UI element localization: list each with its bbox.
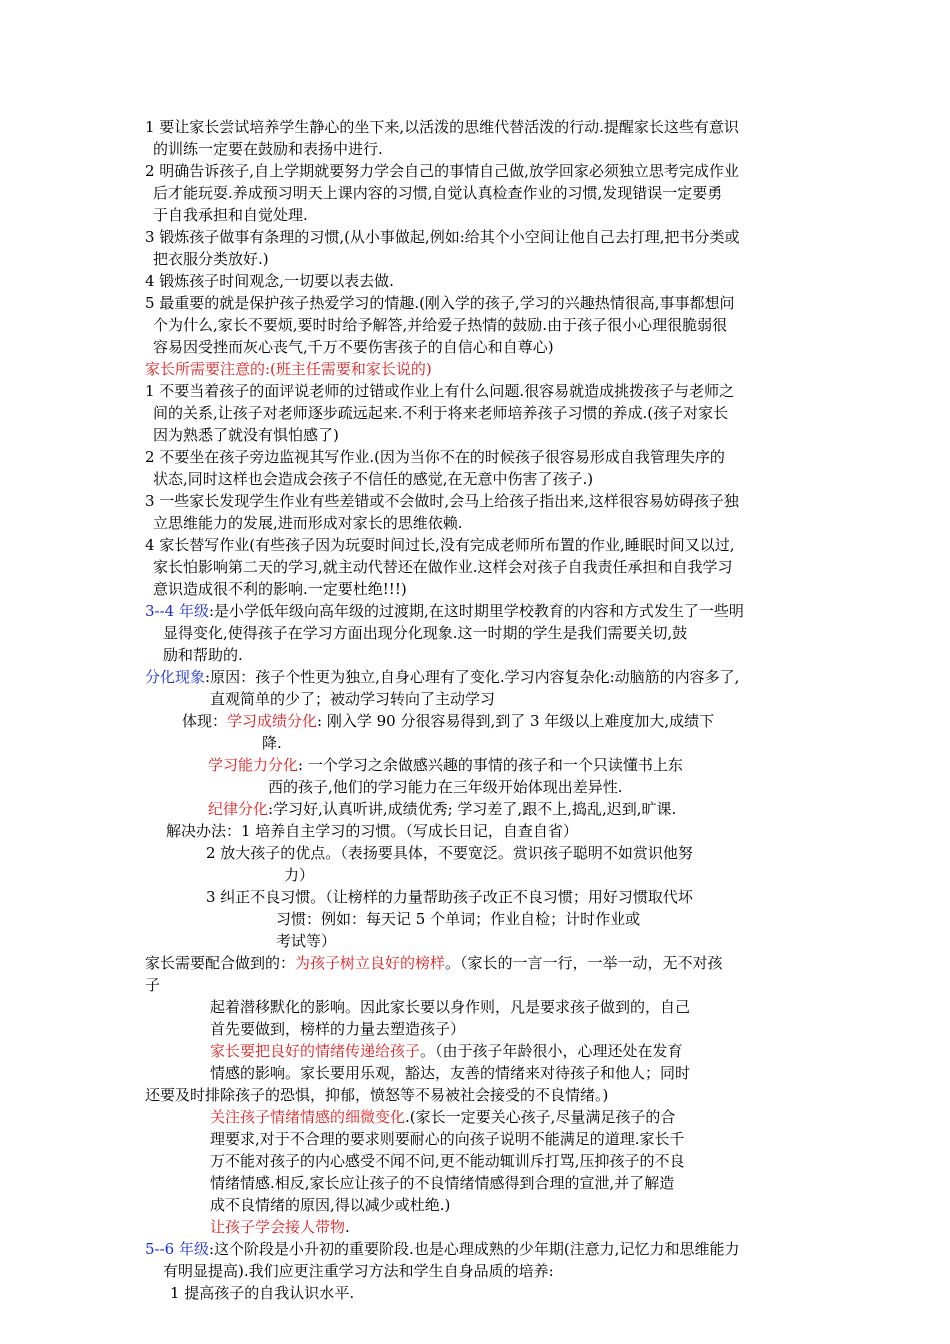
- text-line: 励和帮助的.: [163, 646, 243, 664]
- text-line: 4 锻炼孩子时间观念,一切要以表去做.: [145, 272, 394, 290]
- text-line: 3 一些家长发现学生作业有些差错或不会做时,会马上给孩子指出来,这样很容易妨碍孩子独: [145, 492, 739, 510]
- text-line: 2 不要坐在孩子旁边监视其写作业.(因为当你不在的时候孩子很容易形成自我管理失序的: [145, 448, 725, 466]
- text-line: 后才能玩耍.养成预习明天上课内容的习惯,自觉认真检查作业的习惯,发现错误一定要勇: [153, 184, 723, 202]
- text-line: 成不良情绪的原因,得以减少或杜绝.): [210, 1196, 451, 1214]
- highlight-text: 纪律分化: [208, 800, 269, 818]
- text-span: :学习好,认真听讲,成绩优秀; 学习差了,跟不上,捣乱,迟到,旷课.: [268, 800, 677, 818]
- section-heading: 家长所需要注意的:(班主任需要和家长说的): [145, 360, 432, 378]
- text-span: :这个阶段是小升初的重要阶段.也是心理成熟的少年期(注意力,记忆力和思维能力: [209, 1240, 740, 1258]
- text-line: [208, 754, 683, 776]
- text-line: [210, 1040, 683, 1062]
- text-line: 4 家长替写作业(有些孩子因为玩耍时间过长,没有完成老师所布置的作业,睡眠时间又以过,: [145, 536, 735, 554]
- highlight-text: 关注孩子情绪情感的细微变化: [210, 1108, 406, 1126]
- text-span: 体现：: [182, 712, 228, 730]
- text-line: 直观简单的少了；被动学习转向了主动学习: [210, 690, 496, 708]
- text-line: 习惯：例如：每天记 5 个单词；作业自检；计时作业或: [276, 910, 641, 928]
- text-line: [145, 600, 744, 622]
- highlight-text: 让孩子学会接人带物: [210, 1218, 346, 1236]
- text-line: 状态,同时这样也会造成会孩子不信任的感觉,在无意中伤害了孩子.): [153, 470, 594, 488]
- text-line: 3 纠正不良习惯。（让榜样的力量帮助孩子改正不良习惯；用好习惯取代坏: [206, 888, 693, 906]
- text-span: 。（由于孩子年龄很小，心理还处在发育: [420, 1042, 683, 1060]
- text-span: : 刚入学 90 分很容易得到,到了 3 年级以上难度加大,成绩下: [317, 712, 715, 730]
- highlight-text: 家长要把良好的情绪传递给孩子: [210, 1042, 421, 1060]
- text-line: 有明显提高).我们应更注重学习方法和学生自身品质的培养:: [163, 1262, 554, 1280]
- topic-heading: 分化现象: [145, 668, 206, 686]
- text-line: 理要求,对于不合理的要求则要耐心的向孩子说明不能满足的道理.家长千: [210, 1130, 685, 1148]
- text-line: [210, 1106, 675, 1128]
- text-line: 的训练一定要在鼓励和表扬中进行.: [153, 140, 383, 158]
- text-line: 西的孩子,他们的学习能力在三年级开始体现出差异性.: [268, 778, 623, 796]
- grade-heading: 3--4 年级: [145, 602, 209, 620]
- text-span: :是小学低年级向高年级的过渡期,在这时期里学校教育的内容和方式发生了一些明: [209, 602, 744, 620]
- text-line: 2 明确告诉孩子,自上学期就要努力学会自己的事情自己做,放学回家必须独立思考完成作业: [145, 162, 739, 180]
- text-line: 显得变化,使得孩子在学习方面出现分化现象.这一时期的学生是我们需要关切,鼓: [163, 624, 688, 642]
- text-line: 万不能对孩子的内心感受不闻不问,更不能动辄训斥打骂,压抑孩子的不良: [210, 1152, 685, 1170]
- text-line: [210, 1216, 350, 1238]
- text-line: 把衣服分类放好.): [153, 250, 269, 268]
- text-line: 力）: [284, 866, 315, 884]
- text-line: 考试等）: [276, 932, 337, 950]
- text-span: : 一个学习之余做感兴趣的事情的孩子和一个只读懂书上东: [298, 756, 683, 774]
- text-line: 个为什么,家长不要烦,要时时给予解答,并给爱子热情的鼓励.由于孩子很小心理很脆弱很: [153, 316, 728, 334]
- text-line: 3 锻炼孩子做事有条理的习惯,(从小事做起,例如:给其个小空间让他自己去打理,把书分类或: [145, 228, 740, 246]
- text-span: 。（家长的一言一行，一举一动，无不对孩: [445, 954, 723, 972]
- text-line: 解决办法：1 培养自主学习的习惯。（写成长日记，自查自省）: [166, 822, 578, 840]
- text-line: 子: [145, 976, 161, 994]
- text-line: 情绪情感.相反,家长应让孩子的不良情绪情感得到合理的宣泄,并了解造: [210, 1174, 675, 1192]
- text-line: [208, 798, 676, 820]
- text-line: 家长怕影响第二天的学习,就主动代替还在做作业.这样会对孩子自我责任承担和自我学习: [153, 558, 733, 576]
- text-line: [145, 666, 739, 688]
- grade-heading: 5--6 年级: [145, 1240, 209, 1258]
- highlight-text: 学习成绩分化: [227, 712, 318, 730]
- text-line: 容易因受挫而灰心丧气,千万不要伤害孩子的自信心和自尊心): [153, 338, 554, 356]
- highlight-text: 为孩子树立良好的榜样: [295, 954, 446, 972]
- text-span: 家长需要配合做到的：: [145, 954, 296, 972]
- text-line: 因为熟悉了就没有惧怕感了): [153, 426, 339, 444]
- text-line: 降.: [262, 734, 282, 752]
- highlight-text: 学习能力分化: [208, 756, 299, 774]
- text-line: 还要及时排除孩子的恐惧，抑郁，愤怒等不易被社会接受的不良情绪。): [145, 1086, 609, 1104]
- text-line: 于自我承担和自觉处理.: [153, 206, 308, 224]
- text-line: 2 放大孩子的优点。（表扬要具体，不要宽泛。赏识孩子聪明不如赏识他努: [206, 844, 693, 862]
- text-line: 1 要让家长尝试培养学生静心的坐下来,以活泼的思维代替活泼的行动.提醒家长这些有意识: [145, 118, 739, 136]
- text-line: 首先要做到，榜样的力量去塑造孩子）: [210, 1020, 466, 1038]
- text-line: 情感的影响。家长要用乐观，豁达，友善的情绪来对待孩子和他人；同时: [210, 1064, 691, 1082]
- text-line: 1 提高孩子的自我认识水平.: [170, 1284, 355, 1302]
- text-line: [145, 1238, 739, 1260]
- text-line: 起着潜移默化的影响。因此家长要以身作则，凡是要求孩子做到的，自己: [210, 998, 691, 1016]
- text-span: :原因：孩子个性更为独立,自身心理有了变化.学习内容复杂化:动脑筋的内容多了,: [205, 668, 740, 686]
- text-span: .(家长一定要关心孩子,尽量满足孩子的合: [405, 1108, 676, 1126]
- text-line: [182, 710, 714, 732]
- text-span: .: [345, 1218, 350, 1236]
- text-line: 间的关系,让孩子对老师逐步疏远起来.不利于将来老师培养孩子习惯的养成.(孩子对家长: [153, 404, 729, 422]
- text-line: 1 不要当着孩子的面评说老师的过错或作业上有什么问题.很容易就造成挑拨孩子与老师之: [145, 382, 735, 400]
- text-line: 立思维能力的发展,进而形成对家长的思维依赖.: [153, 514, 463, 532]
- text-line: 5 最重要的就是保护孩子热爱学习的情趣.(刚入学的孩子,学习的兴趣热情很高,事事都想问: [145, 294, 735, 312]
- text-line: 意识造成很不利的影响.一定要杜绝!!!): [153, 580, 407, 598]
- text-line: [145, 952, 723, 974]
